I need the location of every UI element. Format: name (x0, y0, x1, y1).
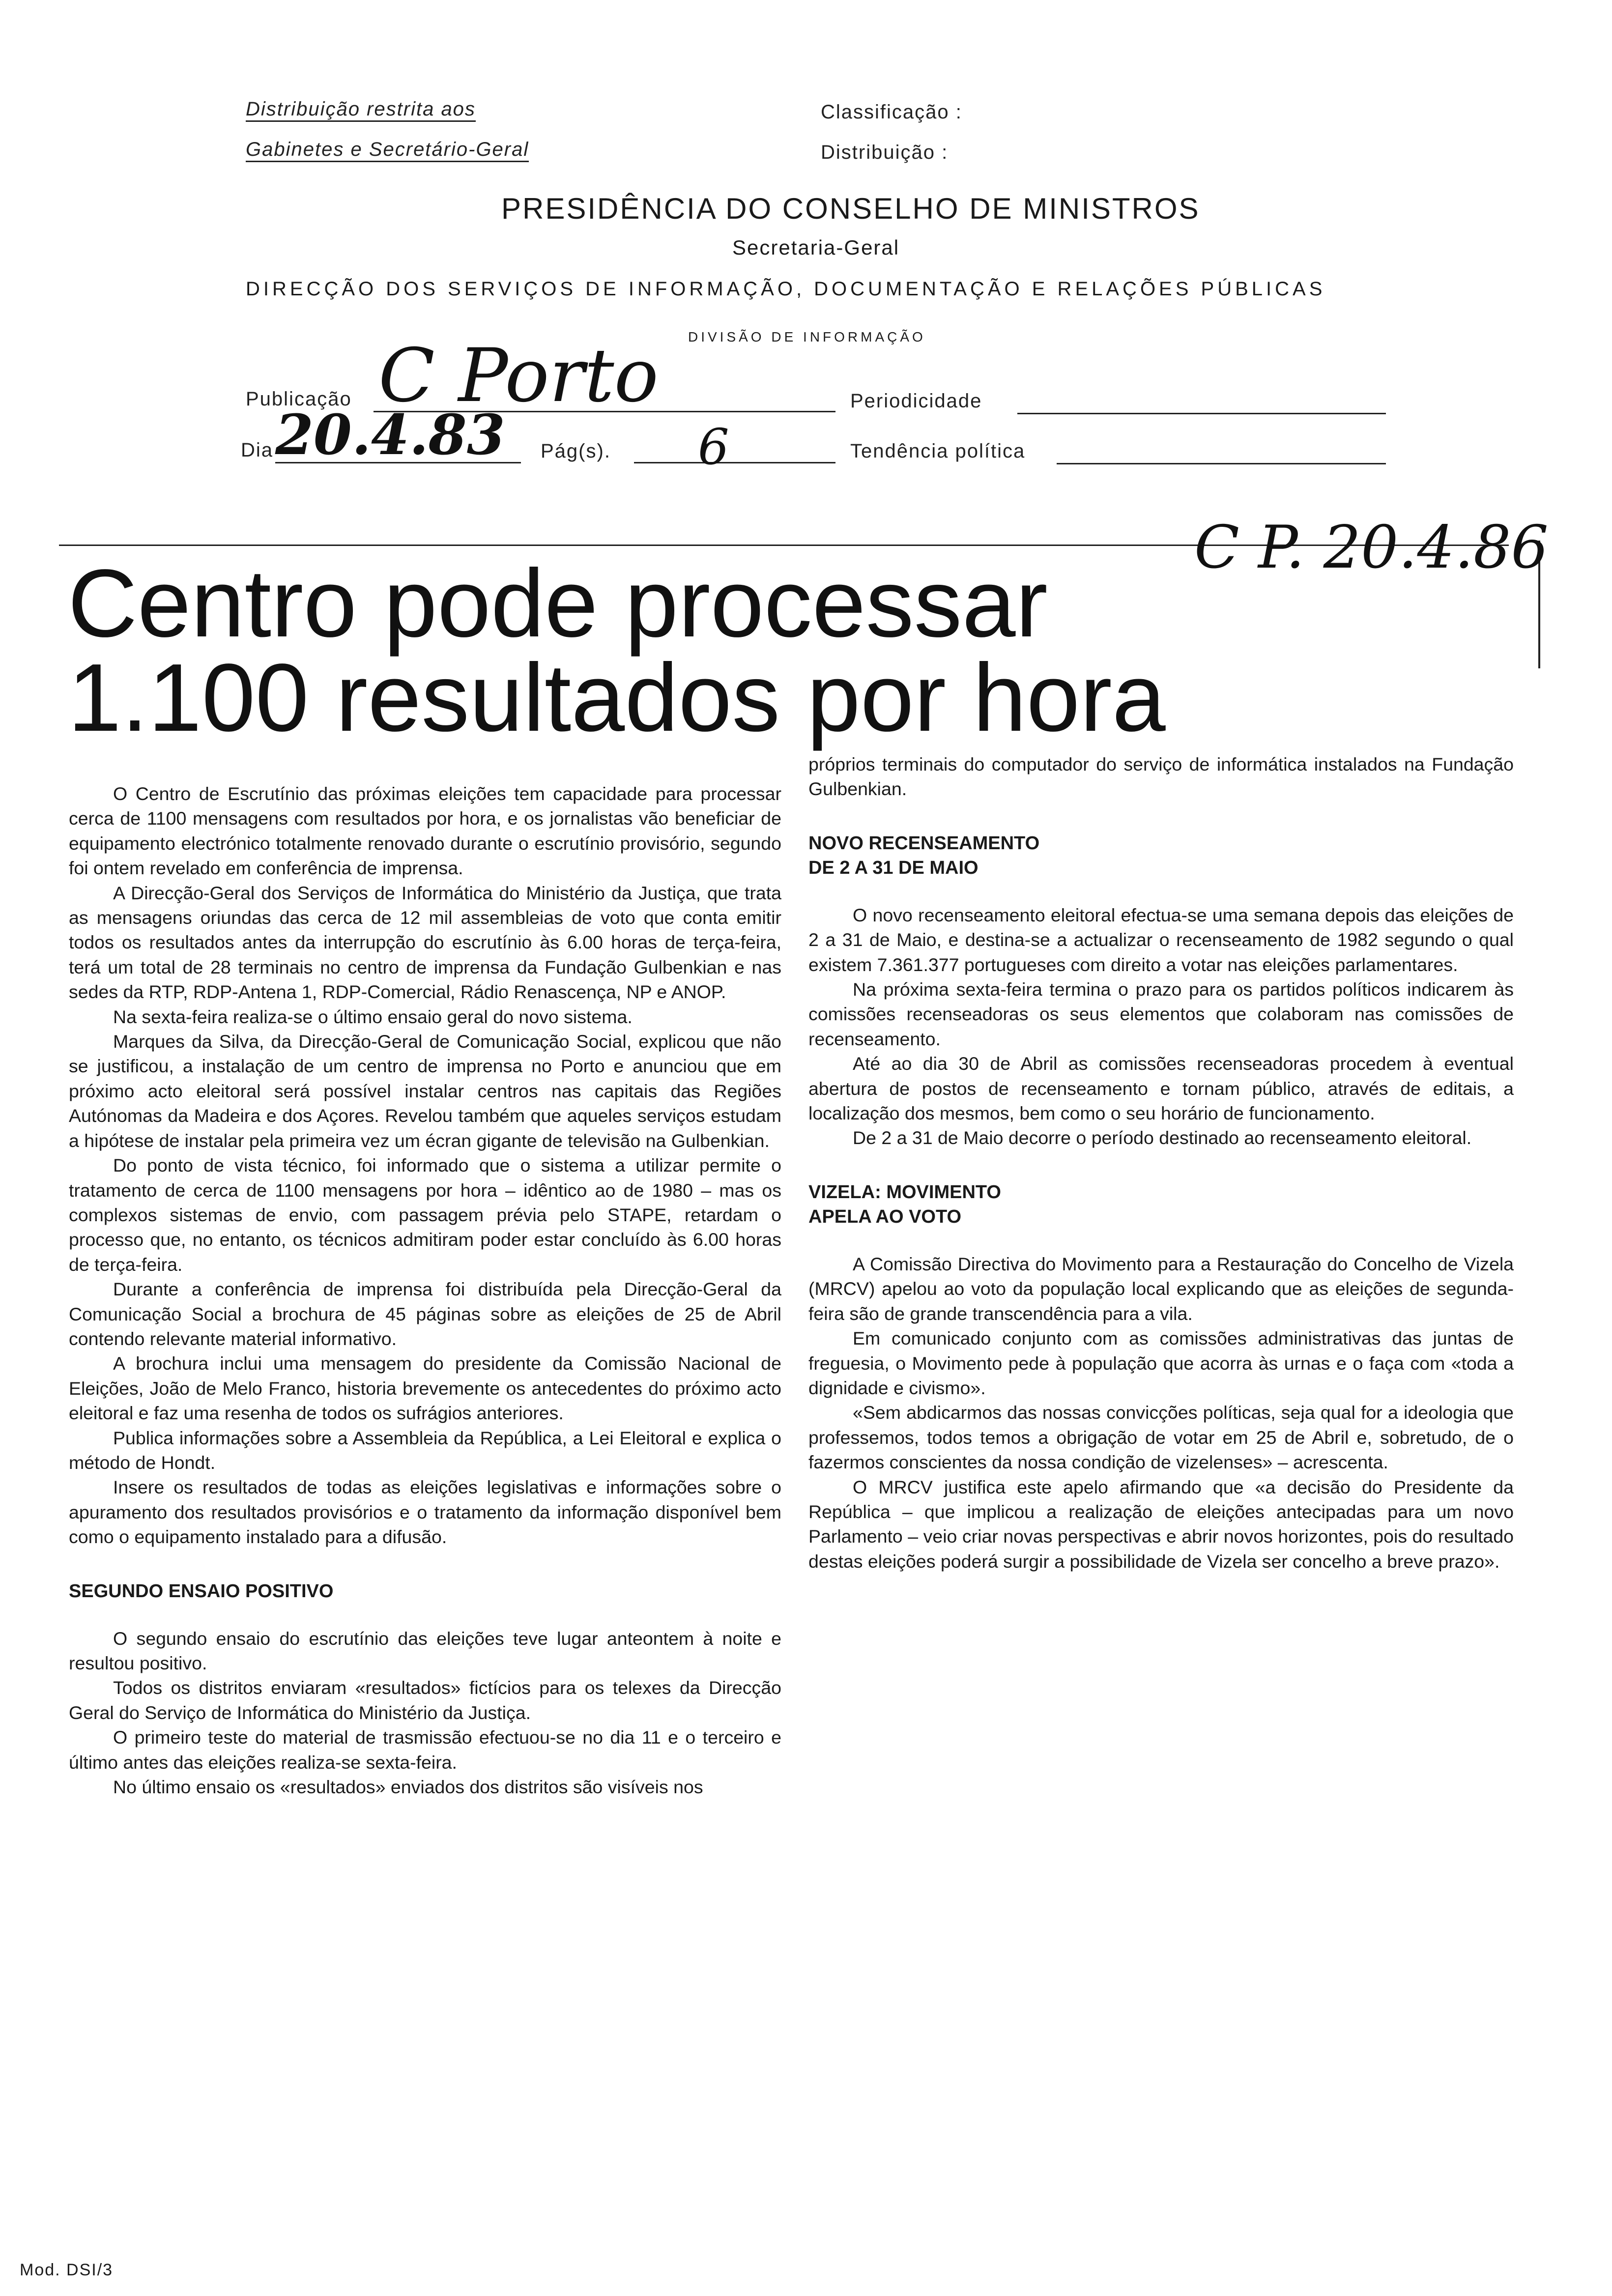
article-right-column (808, 752, 1514, 1574)
body-paragraph: Todos os distritos enviaram «resultados» fictícios para os telexes da Direcção Geral do Serviço de Informática do Ministério da Justiça. (69, 1677, 781, 1723)
secretaria-geral: Secretaria-Geral (732, 236, 900, 259)
section-title-line: VIZELA: MOVIMENTO (808, 1181, 1001, 1203)
body-paragraph: Em comunicado conjunto com as comissões administrativas das juntas de freguesia, o Movimento pede à população que acorra às urnas e o faça com «toda a dignidade e civismo». (808, 1328, 1514, 1398)
section-title-segundo-ensaio: SEGUNDO ENSAIO POSITIVO (69, 1580, 334, 1602)
body-paragraph: Na sexta-feira realiza-se o último ensaio geral do novo sistema. (113, 1006, 633, 1027)
headline-line1: Centro pode processar (68, 549, 1048, 657)
dia-label: Dia (241, 439, 274, 461)
body-paragraph: Na próxima sexta-feira termina o prazo para os partidos políticos indicarem às comissões recenseadoras os seus elementos que colaboram nas comissões de recenseamento. (808, 979, 1514, 1049)
body-paragraph: A brochura inclui uma mensagem do presidente da Comissão Nacional de Eleições, João de Melo Franco, historia brevemente os antecedentes do próximo acto eleitoral e faz uma resenha de todos os sufrágios anteriores. (69, 1353, 781, 1424)
classificacao-label: Classificação : (821, 101, 962, 123)
publicacao-label: Publicação (246, 388, 352, 410)
divisao-informacao: DIVISÃO DE INFORMAÇÃO (688, 329, 926, 344)
pags-handwritten: 6 (698, 418, 729, 476)
distribuicao-label: Distribuição : (821, 142, 949, 163)
body-paragraph: De 2 a 31 de Maio decorre o período destinado ao recenseamento eleitoral. (853, 1127, 1472, 1148)
section-title-vizela (808, 1180, 1514, 1229)
body-paragraph: O MRCV justifica este apelo afirmando que «a decisão do Presidente da República – que implicou a realização de eleições antecipadas para um novo Parlamento – veio criar novas perspectivas e abrir novos horizontes, pois do resultado destas eleições poderá surgir a possibilidade de Vizela ser concelho a breve prazo». (808, 1476, 1514, 1572)
body-paragraph: Do ponto de vista técnico, foi informado que o sistema a utilizar permite o tratamento de cerca de 1100 mensagens por hora – idêntico ao de 1980 – mas os complexos sistemas de envio, com passagem prévia pelo STAPE, retardam o processo que, no entanto, os técnicos admitiram poder estar concluído às 6.00 horas de terça-feira. (69, 1155, 781, 1275)
headline-line2: 1.100 resultados por hora (68, 644, 1166, 751)
dia-handwritten: 20.4.83 (275, 403, 505, 467)
body-paragraph: A Comissão Directiva do Movimento para a Restauração do Concelho de Vizela (MRCV) apelou ao voto da população local explicando que as eleições de segunda-feira são de grande transcendência para a vila. (808, 1253, 1514, 1324)
presidencia-heading: PRESIDÊNCIA DO CONSELHO DE MINISTROS (501, 192, 1200, 225)
periodicidade-line (1017, 413, 1386, 414)
pags-line (634, 462, 835, 463)
body-paragraph: Marques da Silva, da Direcção-Geral de Comunicação Social, explicou que não se justificou, a instalação de um centro de imprensa no Porto e anunciou que em próximo acto eleitoral será possível instalar centros nas capitais das Regiões Autónomas da Madeira e dos Açores. Revelou também que aqueles serviços estudam a hipótese de instalar pela primeira vez um écran gigante de televisão na Gulbenkian. (69, 1031, 781, 1151)
distribution-note-line1: Distribuição restrita aos (246, 98, 476, 122)
periodicidade-label: Periodicidade (850, 390, 982, 412)
publicacao-handwritten: C Porto (378, 333, 659, 419)
body-paragraph: Insere os resultados de todas as eleições legislativas e informações sobre o apuramento dos resultados provisórios e o tratamento da informação disponível bem como o equipamento instalado para a difusão. (69, 1477, 781, 1548)
body-paragraph: No último ensaio os «resultados» enviados dos distritos são visíveis nos (113, 1777, 703, 1798)
body-paragraph: Durante a conferência de imprensa foi distribuída pela Direcção-Geral da Comunicação Social a brochura de 45 páginas sobre as eleições de 25 de Abril contendo relevante material informativo. (69, 1279, 781, 1349)
form-code: Mod. DSI/3 (20, 2261, 114, 2279)
tendencia-line (1057, 463, 1386, 464)
body-paragraph: O novo recenseamento eleitoral efectua-se uma semana depois das eleições de 2 a 31 de Maio, e destina-se a actualizar o recenseamento de 1982 segundo o qual existem 7.361.377 portugueses com direito a votar nas eleições parlamentares. (808, 904, 1514, 975)
handwritten-stamp: C P. 20.4.86 (1194, 514, 1549, 582)
body-paragraph: O segundo ensaio do escrutínio das eleições teve lugar anteontem à noite e resultou positivo. (69, 1628, 781, 1673)
pags-label: Pág(s). (541, 440, 611, 462)
section-title-line: NOVO RECENSEAMENTO (808, 832, 1040, 854)
body-paragraph-continuation: próprios terminais do computador do serviço de informática instalados na Fundação Gulbenkian. (808, 754, 1514, 800)
body-paragraph: «Sem abdicarmos das nossas convicções políticas, seja qual for a ideologia que professemos, todos temos a obrigação de votar em 25 de Abril e, sobretudo, de o fazermos conscientes da nossa condição de vizelenses» – acrescenta. (808, 1402, 1514, 1473)
body-paragraph: O primeiro teste do material de trasmissão efectuou-se no dia 11 e o terceiro e último antes das eleições realiza-se sexta-feira. (69, 1727, 781, 1773)
body-paragraph: O Centro de Escrutínio das próximas eleições tem capacidade para processar cerca de 1100 mensagens com resultados por hora, e os jornalistas vão beneficiar de equipamento electrónico totalmente renovado durante o escrutínio provisório, segundo foi ontem revelado em conferência de imprensa. (69, 783, 781, 879)
direccao-servicos: DIRECÇÃO DOS SERVIÇOS DE INFORMAÇÃO, DOCUMENTAÇÃO E RELAÇÕES PÚBLICAS (246, 278, 1326, 300)
article-left-column (69, 781, 781, 1799)
body-paragraph: Publica informações sobre a Assembleia da República, a Lei Eleitoral e explica o método de Hondt. (69, 1427, 781, 1473)
tendencia-label: Tendência política (850, 440, 1026, 462)
section-title-line: APELA AO VOTO (808, 1206, 962, 1227)
body-paragraph: Até ao dia 30 de Abril as comissões recenseadoras procedem à eventual abertura de postos de recenseamento e tornam público, através de editais, a localização dos mesmos, bem como o seu horário de funcionamento. (808, 1053, 1514, 1124)
section-title-line: DE 2 A 31 DE MAIO (808, 857, 979, 878)
body-paragraph: A Direcção-Geral dos Serviços de Informática do Ministério da Justiça, que trata as mensagens oriundas das cerca de 12 mil assembleias de voto que conta emitir todos os resultados antes da interrupção do escrutínio às 6.00 horas de terça-feira, terá um total de 28 terminais no centro de imprensa da Fundação Gulbenkian e nas sedes da RTP, RDP-Antena 1, RDP-Comercial, Rádio Renascença, NP e ANOP. (69, 882, 781, 1003)
distribution-note-line2: Gabinetes e Secretário-Geral (246, 139, 529, 162)
section-title-recenseamento (808, 831, 1514, 880)
